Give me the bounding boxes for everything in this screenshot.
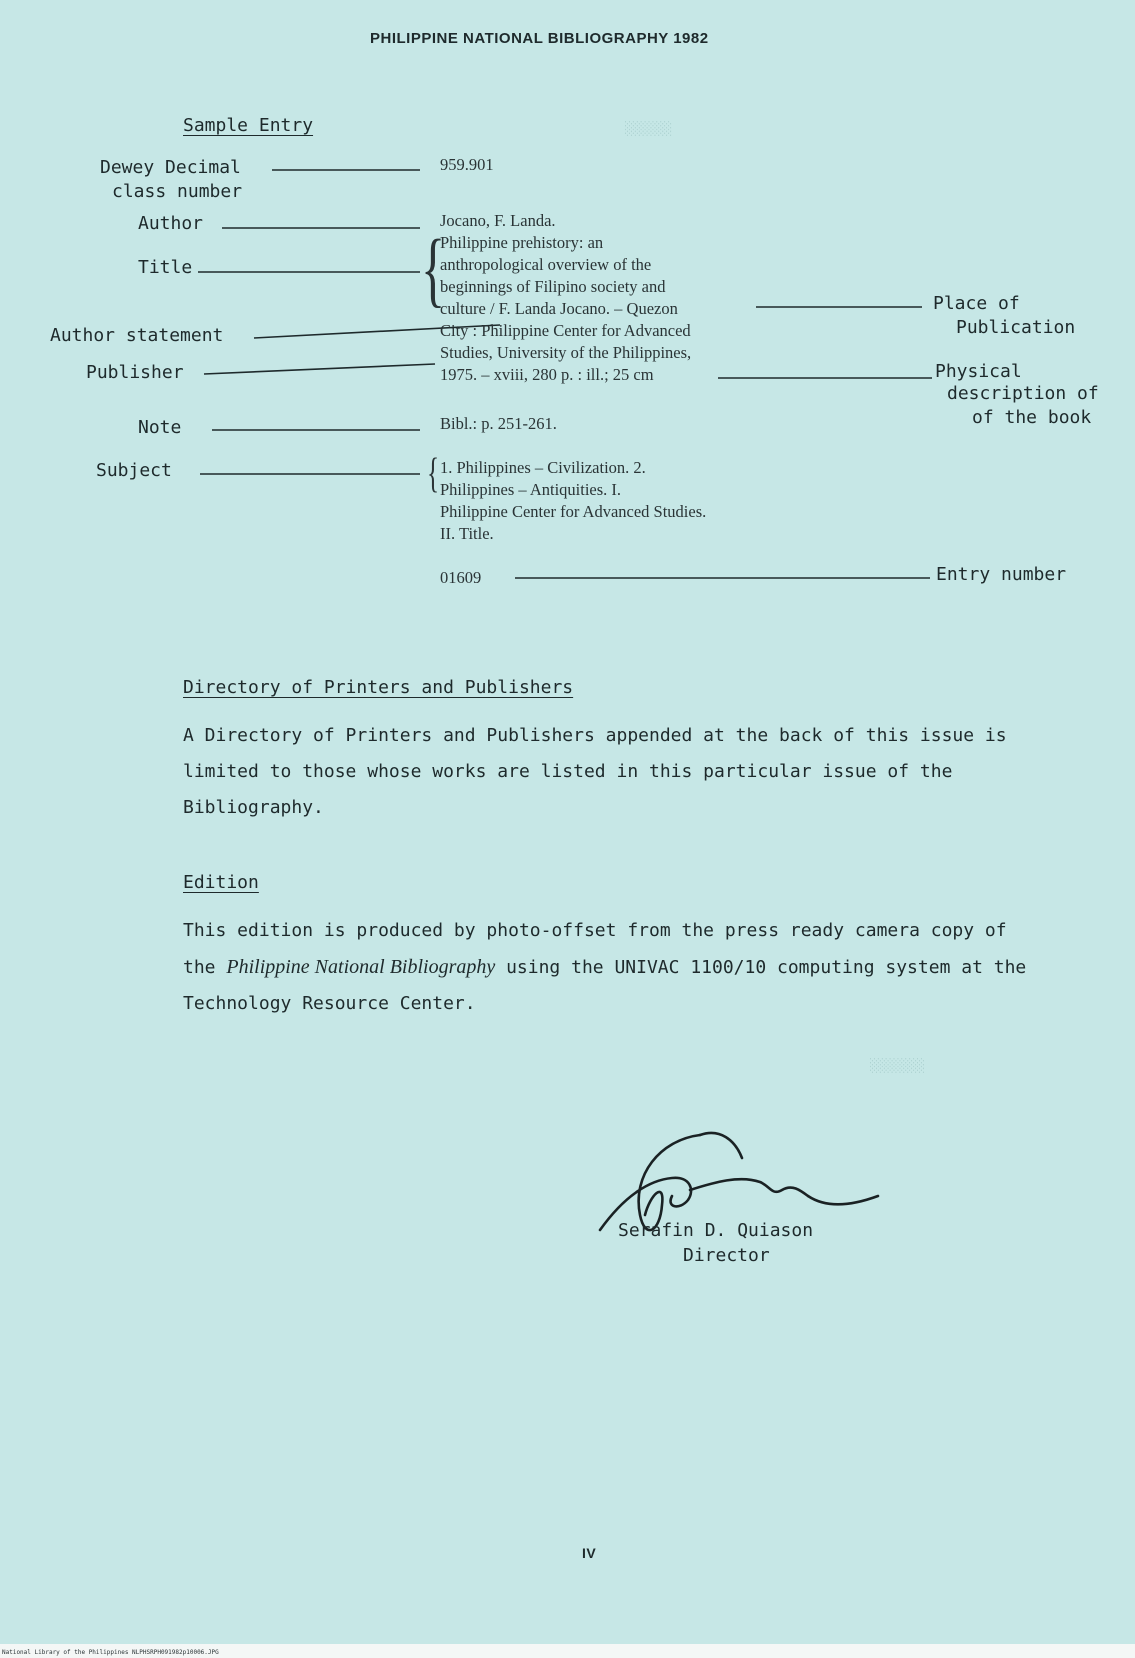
page-header: PHILIPPINE NATIONAL BIBLIOGRAPHY 1982 xyxy=(370,30,709,47)
entry-physical-description: 1975. – xviii, 280 p. : ill.; 25 cm xyxy=(440,365,654,384)
entry-publication-line: City : Philippine Center for Advanced xyxy=(440,321,691,340)
label-place-line1: Place of xyxy=(933,293,1020,314)
entry-subject-line: 1. Philippines – Civilization. 2. xyxy=(440,458,646,477)
edition-text: using the UNIVAC 1100/10 computing system at the Technology Resource Center. xyxy=(183,957,1027,1014)
slash-separator: / xyxy=(485,299,499,318)
entry-subject-line: Philippine Center for Advanced Studies. xyxy=(440,502,707,521)
label-author: Author xyxy=(138,213,204,234)
entry-title-line: beginnings of Filipino society and xyxy=(440,277,666,296)
label-physical-line2: description of xyxy=(947,383,1099,404)
label-physical-line3: of the book xyxy=(972,407,1092,428)
entry-author-statement: F. Landa Jocano. – Quezon xyxy=(498,299,678,318)
entry-author: Jocano, F. Landa. xyxy=(440,211,556,230)
footer-note: National Library of the Philippines NLPHSRPH091982p10006.JPG xyxy=(2,1649,219,1656)
show-through-text: ░░░░░░░ xyxy=(870,1059,925,1074)
label-note: Note xyxy=(138,417,182,438)
directory-paragraph: A Directory of Printers and Publishers appended at the back of this issue is limited to those whose works are listed in this particular issue of the Bibliography. xyxy=(183,725,1007,818)
signatory-name: Serafin D. Quiason xyxy=(618,1220,814,1241)
label-subject: Subject xyxy=(96,460,172,481)
entry-title-line: anthropological overview of the xyxy=(440,255,652,274)
label-title: Title xyxy=(138,257,193,278)
entry-subject-line: II. Title. xyxy=(440,524,494,543)
sample-entry-heading: Sample Entry xyxy=(183,115,314,136)
directory-heading: Directory of Printers and Publishers xyxy=(183,677,574,698)
label-dewey-line2: class number xyxy=(112,181,243,202)
edition-text: This edition is produced by photo-offset from the press ready camera copy of the xyxy=(183,920,1007,978)
page-number: IV xyxy=(582,1545,597,1561)
entry-note: Bibl.: p. 251-261. xyxy=(440,414,557,433)
entry-class-number: 959.901 xyxy=(440,155,494,174)
signatory-title: Director xyxy=(683,1245,770,1266)
label-entry-number: Entry number xyxy=(936,564,1067,585)
show-through-text: ░░░░░░ xyxy=(625,122,672,137)
edition-italic-title: Philippine National Bibliography xyxy=(226,956,496,978)
label-place-line2: Publication xyxy=(956,317,1076,338)
entry-subject-line: Philippines – Antiquities. I. xyxy=(440,480,622,499)
entry-title-line: Philippine prehistory: an xyxy=(440,233,604,252)
label-author-statement: Author statement xyxy=(50,325,224,346)
entry-culture-word: culture xyxy=(440,299,486,318)
label-dewey-line1: Dewey Decimal xyxy=(100,157,241,178)
entry-publication-line: Studies, University of the Philippines, xyxy=(440,343,692,362)
entry-number: 01609 xyxy=(440,568,482,587)
edition-heading: Edition xyxy=(183,872,259,893)
subject-brace: { xyxy=(427,451,440,497)
title-brace: { xyxy=(421,223,446,316)
label-publisher: Publisher xyxy=(86,362,184,383)
label-physical-line1: Physical xyxy=(935,361,1022,382)
